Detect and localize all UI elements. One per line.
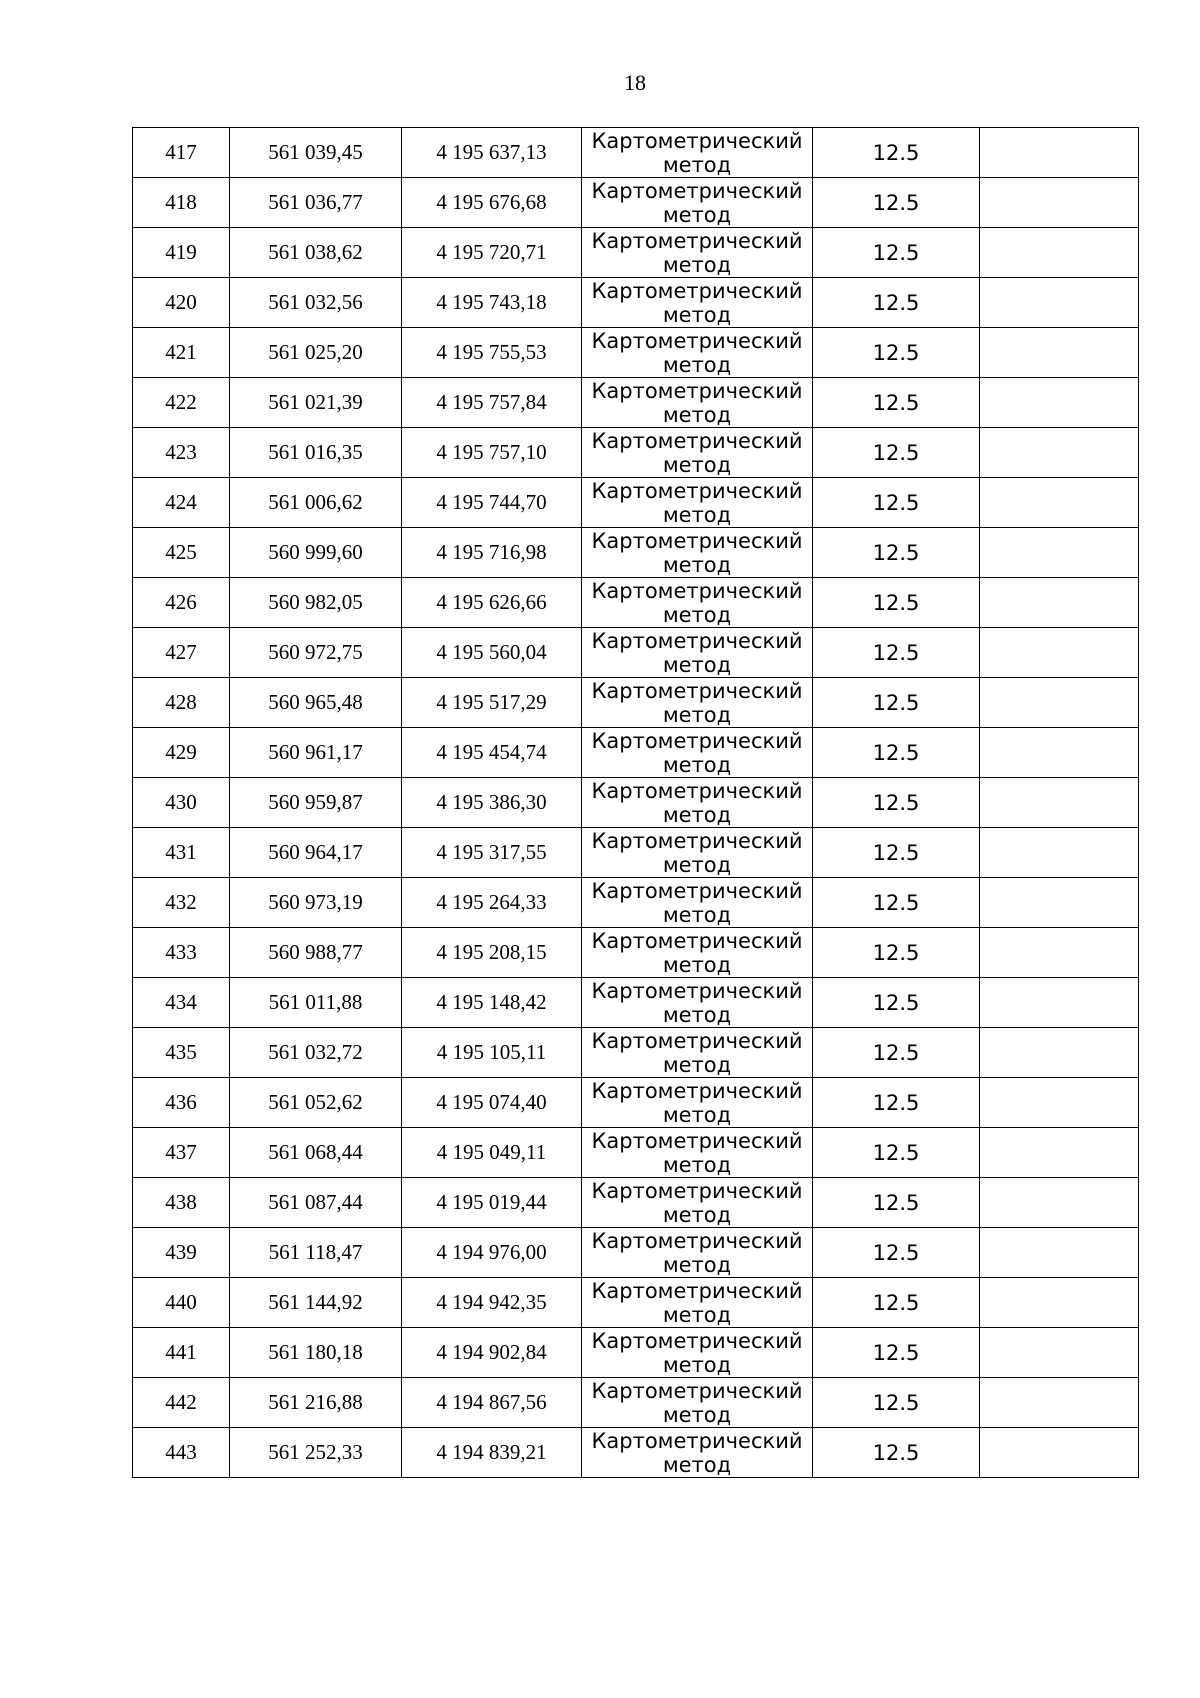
x-coordinate-cell: 560 982,05 bbox=[230, 578, 402, 628]
method-line-2: метод bbox=[662, 1452, 732, 1477]
method-cell bbox=[582, 778, 813, 828]
method-cell bbox=[582, 528, 813, 578]
accuracy-cell: 12.5 bbox=[813, 1378, 980, 1428]
table-row bbox=[133, 1378, 1139, 1428]
empty-cell bbox=[980, 628, 1139, 678]
empty-cell bbox=[980, 678, 1139, 728]
point-number-cell: 433 bbox=[133, 928, 230, 978]
point-number-cell: 427 bbox=[133, 628, 230, 678]
point-number-cell: 435 bbox=[133, 1028, 230, 1078]
empty-cell bbox=[980, 478, 1139, 528]
y-coordinate-cell: 4 195 743,18 bbox=[402, 278, 582, 328]
accuracy-cell: 12.5 bbox=[813, 128, 980, 178]
y-coordinate-cell: 4 194 867,56 bbox=[402, 1378, 582, 1428]
x-coordinate-cell: 560 959,87 bbox=[230, 778, 402, 828]
table-row bbox=[133, 378, 1139, 428]
table-row bbox=[133, 528, 1139, 578]
method-cell bbox=[582, 128, 813, 178]
point-number-cell: 417 bbox=[133, 128, 230, 178]
empty-cell bbox=[980, 328, 1139, 378]
method-cell bbox=[582, 978, 813, 1028]
accuracy-cell: 12.5 bbox=[813, 928, 980, 978]
empty-cell bbox=[980, 128, 1139, 178]
point-number-cell: 424 bbox=[133, 478, 230, 528]
method-line-2: метод bbox=[662, 452, 732, 477]
x-coordinate-cell: 561 038,62 bbox=[230, 228, 402, 278]
coordinates-table bbox=[132, 127, 1139, 1478]
method-cell bbox=[582, 878, 813, 928]
point-number-cell: 437 bbox=[133, 1128, 230, 1178]
method-line-2: метод bbox=[662, 902, 732, 927]
y-coordinate-cell: 4 195 560,04 bbox=[402, 628, 582, 678]
method-cell bbox=[582, 678, 813, 728]
table-row bbox=[133, 578, 1139, 628]
point-number-cell: 419 bbox=[133, 228, 230, 278]
empty-cell bbox=[980, 1128, 1139, 1178]
y-coordinate-cell: 4 195 386,30 bbox=[402, 778, 582, 828]
accuracy-cell: 12.5 bbox=[813, 878, 980, 928]
table-row bbox=[133, 128, 1139, 178]
method-cell bbox=[582, 378, 813, 428]
y-coordinate-cell: 4 195 317,55 bbox=[402, 828, 582, 878]
accuracy-cell: 12.5 bbox=[813, 1028, 980, 1078]
method-line-2: метод bbox=[662, 302, 732, 327]
method-cell bbox=[582, 1328, 813, 1378]
method-line-2: метод bbox=[662, 1302, 732, 1327]
method-line-1: Картометрический bbox=[591, 878, 803, 903]
table-row bbox=[133, 678, 1139, 728]
point-number-cell: 441 bbox=[133, 1328, 230, 1378]
method-cell bbox=[582, 628, 813, 678]
table-row bbox=[133, 278, 1139, 328]
y-coordinate-cell: 4 195 676,68 bbox=[402, 178, 582, 228]
point-number-cell: 422 bbox=[133, 378, 230, 428]
x-coordinate-cell: 561 039,45 bbox=[230, 128, 402, 178]
page-number: 18 bbox=[624, 70, 646, 95]
accuracy-cell: 12.5 bbox=[813, 1078, 980, 1128]
x-coordinate-cell: 561 052,62 bbox=[230, 1078, 402, 1128]
method-cell bbox=[582, 1078, 813, 1128]
empty-cell bbox=[980, 778, 1139, 828]
accuracy-cell: 12.5 bbox=[813, 1328, 980, 1378]
method-line-1: Картометрический bbox=[591, 1328, 803, 1353]
x-coordinate-cell: 560 988,77 bbox=[230, 928, 402, 978]
empty-cell bbox=[980, 1228, 1139, 1278]
method-line-2: метод bbox=[662, 1252, 732, 1277]
method-cell bbox=[582, 1228, 813, 1278]
y-coordinate-cell: 4 195 454,74 bbox=[402, 728, 582, 778]
x-coordinate-cell: 561 087,44 bbox=[230, 1178, 402, 1228]
table-row bbox=[133, 428, 1139, 478]
x-coordinate-cell: 561 021,39 bbox=[230, 378, 402, 428]
method-cell bbox=[582, 228, 813, 278]
x-coordinate-cell: 561 032,72 bbox=[230, 1028, 402, 1078]
method-line-2: метод bbox=[662, 702, 732, 727]
y-coordinate-cell: 4 195 049,11 bbox=[402, 1128, 582, 1178]
point-number-cell: 442 bbox=[133, 1378, 230, 1428]
method-line-2: метод bbox=[662, 1102, 732, 1127]
y-coordinate-cell: 4 195 208,15 bbox=[402, 928, 582, 978]
method-line-1: Картометрический bbox=[591, 1278, 803, 1303]
y-coordinate-cell: 4 195 264,33 bbox=[402, 878, 582, 928]
method-line-1: Картометрический bbox=[591, 578, 803, 603]
accuracy-cell: 12.5 bbox=[813, 228, 980, 278]
x-coordinate-cell: 561 011,88 bbox=[230, 978, 402, 1028]
table-row bbox=[133, 478, 1139, 528]
method-line-1: Картометрический bbox=[591, 928, 803, 953]
method-cell bbox=[582, 928, 813, 978]
method-cell bbox=[582, 1378, 813, 1428]
accuracy-cell: 12.5 bbox=[813, 728, 980, 778]
table-row bbox=[133, 178, 1139, 228]
method-line-1: Картометрический bbox=[591, 1178, 803, 1203]
x-coordinate-cell: 561 144,92 bbox=[230, 1278, 402, 1328]
accuracy-cell: 12.5 bbox=[813, 428, 980, 478]
table-row bbox=[133, 1128, 1139, 1178]
method-line-1: Картометрический bbox=[591, 628, 803, 653]
empty-cell bbox=[980, 278, 1139, 328]
point-number-cell: 420 bbox=[133, 278, 230, 328]
empty-cell bbox=[980, 1078, 1139, 1128]
accuracy-cell: 12.5 bbox=[813, 828, 980, 878]
table-row bbox=[133, 1178, 1139, 1228]
method-line-1: Картометрический bbox=[591, 428, 803, 453]
point-number-cell: 440 bbox=[133, 1278, 230, 1328]
accuracy-cell: 12.5 bbox=[813, 628, 980, 678]
method-line-1: Картометрический bbox=[591, 1128, 803, 1153]
accuracy-cell: 12.5 bbox=[813, 578, 980, 628]
method-line-1: Картометрический bbox=[591, 778, 803, 803]
accuracy-cell: 12.5 bbox=[813, 328, 980, 378]
empty-cell bbox=[980, 928, 1139, 978]
accuracy-cell: 12.5 bbox=[813, 978, 980, 1028]
empty-cell bbox=[980, 828, 1139, 878]
table-row bbox=[133, 328, 1139, 378]
point-number-cell: 438 bbox=[133, 1178, 230, 1228]
method-line-2: метод bbox=[662, 602, 732, 627]
y-coordinate-cell: 4 195 105,11 bbox=[402, 1028, 582, 1078]
point-number-cell: 421 bbox=[133, 328, 230, 378]
x-coordinate-cell: 561 180,18 bbox=[230, 1328, 402, 1378]
x-coordinate-cell: 561 025,20 bbox=[230, 328, 402, 378]
y-coordinate-cell: 4 194 839,21 bbox=[402, 1428, 582, 1478]
table-row bbox=[133, 1328, 1139, 1378]
method-line-2: метод bbox=[662, 352, 732, 377]
table-row bbox=[133, 978, 1139, 1028]
accuracy-cell: 12.5 bbox=[813, 1428, 980, 1478]
y-coordinate-cell: 4 195 755,53 bbox=[402, 328, 582, 378]
x-coordinate-cell: 561 252,33 bbox=[230, 1428, 402, 1478]
accuracy-cell: 12.5 bbox=[813, 278, 980, 328]
table-row bbox=[133, 878, 1139, 928]
table-row bbox=[133, 828, 1139, 878]
x-coordinate-cell: 560 973,19 bbox=[230, 878, 402, 928]
accuracy-cell: 12.5 bbox=[813, 1228, 980, 1278]
accuracy-cell: 12.5 bbox=[813, 528, 980, 578]
point-number-cell: 439 bbox=[133, 1228, 230, 1278]
method-line-2: метод bbox=[662, 752, 732, 777]
point-number-cell: 418 bbox=[133, 178, 230, 228]
empty-cell bbox=[980, 178, 1139, 228]
table-row bbox=[133, 1228, 1139, 1278]
empty-cell bbox=[980, 978, 1139, 1028]
x-coordinate-cell: 561 036,77 bbox=[230, 178, 402, 228]
method-cell bbox=[582, 828, 813, 878]
method-line-2: метод bbox=[662, 852, 732, 877]
point-number-cell: 432 bbox=[133, 878, 230, 928]
method-line-1: Картометрический bbox=[591, 178, 803, 203]
x-coordinate-cell: 560 965,48 bbox=[230, 678, 402, 728]
method-line-2: метод bbox=[662, 952, 732, 977]
method-line-1: Картометрический bbox=[591, 328, 803, 353]
accuracy-cell: 12.5 bbox=[813, 678, 980, 728]
table-row bbox=[133, 1078, 1139, 1128]
y-coordinate-cell: 4 194 942,35 bbox=[402, 1278, 582, 1328]
point-number-cell: 436 bbox=[133, 1078, 230, 1128]
method-line-1: Картометрический bbox=[591, 1378, 803, 1403]
point-number-cell: 426 bbox=[133, 578, 230, 628]
point-number-cell: 423 bbox=[133, 428, 230, 478]
table-row bbox=[133, 728, 1139, 778]
y-coordinate-cell: 4 195 148,42 bbox=[402, 978, 582, 1028]
x-coordinate-cell: 560 972,75 bbox=[230, 628, 402, 678]
accuracy-cell: 12.5 bbox=[813, 1128, 980, 1178]
coordinates-table-body bbox=[133, 128, 1139, 1478]
table-row bbox=[133, 928, 1139, 978]
table-row bbox=[133, 1428, 1139, 1478]
method-line-1: Картометрический bbox=[591, 1028, 803, 1053]
method-cell bbox=[582, 578, 813, 628]
method-line-1: Картометрический bbox=[591, 1228, 803, 1253]
table-row bbox=[133, 1278, 1139, 1328]
accuracy-cell: 12.5 bbox=[813, 478, 980, 528]
y-coordinate-cell: 4 195 074,40 bbox=[402, 1078, 582, 1128]
empty-cell bbox=[980, 1428, 1139, 1478]
method-line-1: Картометрический bbox=[591, 528, 803, 553]
empty-cell bbox=[980, 228, 1139, 278]
method-line-2: метод bbox=[662, 802, 732, 827]
method-line-1: Картометрический bbox=[591, 478, 803, 503]
point-number-cell: 430 bbox=[133, 778, 230, 828]
x-coordinate-cell: 560 964,17 bbox=[230, 828, 402, 878]
empty-cell bbox=[980, 728, 1139, 778]
method-line-2: метод bbox=[662, 402, 732, 427]
point-number-cell: 425 bbox=[133, 528, 230, 578]
point-number-cell: 429 bbox=[133, 728, 230, 778]
method-line-1: Картометрический bbox=[591, 678, 803, 703]
x-coordinate-cell: 561 118,47 bbox=[230, 1228, 402, 1278]
method-line-1: Картометрический bbox=[591, 128, 803, 153]
x-coordinate-cell: 560 961,17 bbox=[230, 728, 402, 778]
method-line-1: Картометрический bbox=[591, 1428, 803, 1453]
y-coordinate-cell: 4 195 720,71 bbox=[402, 228, 582, 278]
method-cell bbox=[582, 428, 813, 478]
x-coordinate-cell: 561 068,44 bbox=[230, 1128, 402, 1178]
x-coordinate-cell: 561 016,35 bbox=[230, 428, 402, 478]
method-cell bbox=[582, 1278, 813, 1328]
method-line-1: Картометрический bbox=[591, 378, 803, 403]
method-line-2: метод bbox=[662, 1152, 732, 1177]
method-line-1: Картометрический bbox=[591, 978, 803, 1003]
method-line-2: метод bbox=[662, 552, 732, 577]
method-line-2: метод bbox=[662, 652, 732, 677]
y-coordinate-cell: 4 195 637,13 bbox=[402, 128, 582, 178]
method-line-1: Картометрический bbox=[591, 828, 803, 853]
method-line-2: метод bbox=[662, 502, 732, 527]
method-line-2: метод bbox=[662, 1402, 732, 1427]
empty-cell bbox=[980, 1278, 1139, 1328]
method-cell bbox=[582, 278, 813, 328]
y-coordinate-cell: 4 195 019,44 bbox=[402, 1178, 582, 1228]
empty-cell bbox=[980, 878, 1139, 928]
method-line-2: метод bbox=[662, 1052, 732, 1077]
empty-cell bbox=[980, 378, 1139, 428]
method-line-2: метод bbox=[662, 252, 732, 277]
y-coordinate-cell: 4 195 517,29 bbox=[402, 678, 582, 728]
method-cell bbox=[582, 1028, 813, 1078]
method-line-1: Картометрический bbox=[591, 1078, 803, 1103]
y-coordinate-cell: 4 194 902,84 bbox=[402, 1328, 582, 1378]
method-cell bbox=[582, 1178, 813, 1228]
accuracy-cell: 12.5 bbox=[813, 778, 980, 828]
accuracy-cell: 12.5 bbox=[813, 378, 980, 428]
table-row bbox=[133, 628, 1139, 678]
method-line-2: метод bbox=[662, 1202, 732, 1227]
empty-cell bbox=[980, 1178, 1139, 1228]
method-cell bbox=[582, 1128, 813, 1178]
point-number-cell: 434 bbox=[133, 978, 230, 1028]
x-coordinate-cell: 560 999,60 bbox=[230, 528, 402, 578]
method-cell bbox=[582, 328, 813, 378]
x-coordinate-cell: 561 006,62 bbox=[230, 478, 402, 528]
y-coordinate-cell: 4 195 757,84 bbox=[402, 378, 582, 428]
method-cell bbox=[582, 1428, 813, 1478]
y-coordinate-cell: 4 195 716,98 bbox=[402, 528, 582, 578]
table-row bbox=[133, 1028, 1139, 1078]
point-number-cell: 428 bbox=[133, 678, 230, 728]
method-line-2: метод bbox=[662, 152, 732, 177]
y-coordinate-cell: 4 195 744,70 bbox=[402, 478, 582, 528]
empty-cell bbox=[980, 578, 1139, 628]
empty-cell bbox=[980, 428, 1139, 478]
empty-cell bbox=[980, 1028, 1139, 1078]
point-number-cell: 431 bbox=[133, 828, 230, 878]
method-line-2: метод bbox=[662, 1352, 732, 1377]
y-coordinate-cell: 4 195 626,66 bbox=[402, 578, 582, 628]
method-line-2: метод bbox=[662, 1002, 732, 1027]
accuracy-cell: 12.5 bbox=[813, 1178, 980, 1228]
accuracy-cell: 12.5 bbox=[813, 178, 980, 228]
method-line-2: метод bbox=[662, 202, 732, 227]
x-coordinate-cell: 561 216,88 bbox=[230, 1378, 402, 1428]
method-cell bbox=[582, 178, 813, 228]
y-coordinate-cell: 4 194 976,00 bbox=[402, 1228, 582, 1278]
method-cell bbox=[582, 478, 813, 528]
accuracy-cell: 12.5 bbox=[813, 1278, 980, 1328]
method-line-1: Картометрический bbox=[591, 278, 803, 303]
empty-cell bbox=[980, 528, 1139, 578]
point-number-cell: 443 bbox=[133, 1428, 230, 1478]
x-coordinate-cell: 561 032,56 bbox=[230, 278, 402, 328]
method-cell bbox=[582, 728, 813, 778]
table-row bbox=[133, 778, 1139, 828]
empty-cell bbox=[980, 1328, 1139, 1378]
y-coordinate-cell: 4 195 757,10 bbox=[402, 428, 582, 478]
method-line-1: Картометрический bbox=[591, 228, 803, 253]
method-line-1: Картометрический bbox=[591, 728, 803, 753]
table-row bbox=[133, 228, 1139, 278]
empty-cell bbox=[980, 1378, 1139, 1428]
